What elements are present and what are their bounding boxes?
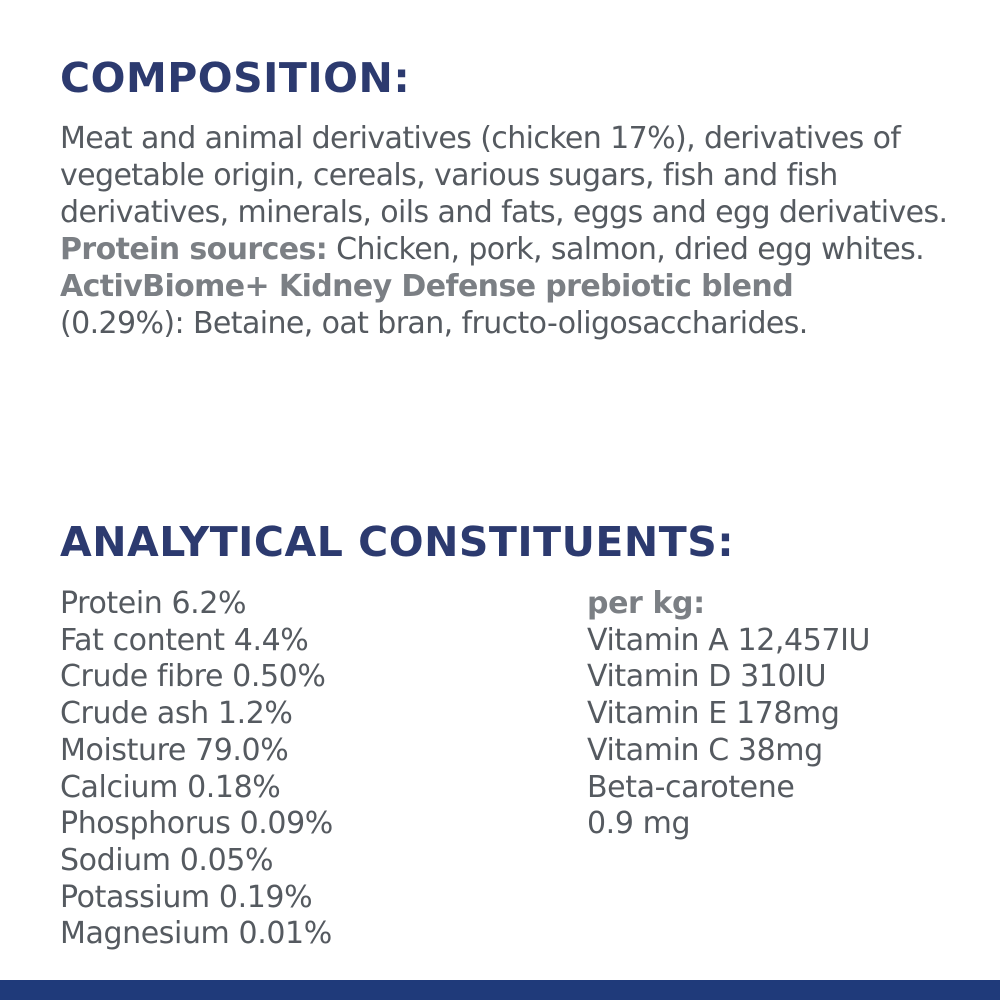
vitamin-item: Vitamin D 310IU — [587, 659, 827, 695]
vitamin-item: 0.9 mg — [587, 806, 691, 842]
per-kg-heading: per kg: — [587, 586, 705, 621]
constituent-item: Crude fibre 0.50% — [60, 659, 326, 695]
per-kg-list — [587, 586, 870, 843]
protein-sources-text: Chicken, pork, salmon, dried egg whites. — [327, 232, 925, 267]
vitamin-item: Vitamin E 178mg — [587, 696, 840, 732]
constituent-item: Calcium 0.18% — [60, 769, 281, 805]
constituent-item: Crude ash 1.2% — [60, 696, 293, 732]
prebiotic-blend-label: ActivBiome+ Kidney Defense prebiotic blend — [60, 269, 794, 304]
analytical-constituents-heading: ANALYTICAL CONSTITUENTS: — [60, 518, 735, 566]
constituent-item: Moisture 79.0% — [60, 732, 289, 768]
prebiotic-blend-text: (0.29%): Betaine, oat bran, fructo-oligosaccharides. — [60, 306, 808, 341]
constituent-item: Magnesium 0.01% — [60, 916, 332, 952]
composition-text — [60, 120, 960, 342]
constituent-item: Potassium 0.19% — [60, 879, 313, 915]
constituent-item: Protein 6.2% — [60, 586, 247, 621]
vitamin-item: Vitamin A 12,457IU — [587, 622, 871, 658]
vitamin-item: Beta-carotene — [587, 769, 795, 805]
composition-heading: COMPOSITION: — [60, 54, 411, 102]
bottom-brand-bar — [0, 980, 1000, 1000]
protein-sources-label: Protein sources: — [60, 232, 328, 267]
constituent-item: Fat content 4.4% — [60, 622, 309, 658]
composition-intro: Meat and animal derivatives (chicken 17%), derivatives of vegetable origin, cereals, various sugars, fish and fish derivatives, minerals, oils and fats, eggs and egg derivatives. — [60, 121, 948, 230]
vitamin-item: Vitamin C 38mg — [587, 732, 823, 768]
constituent-item: Phosphorus 0.09% — [60, 806, 333, 842]
constituent-item: Sodium 0.05% — [60, 842, 274, 878]
analytical-constituents-list — [60, 586, 333, 953]
